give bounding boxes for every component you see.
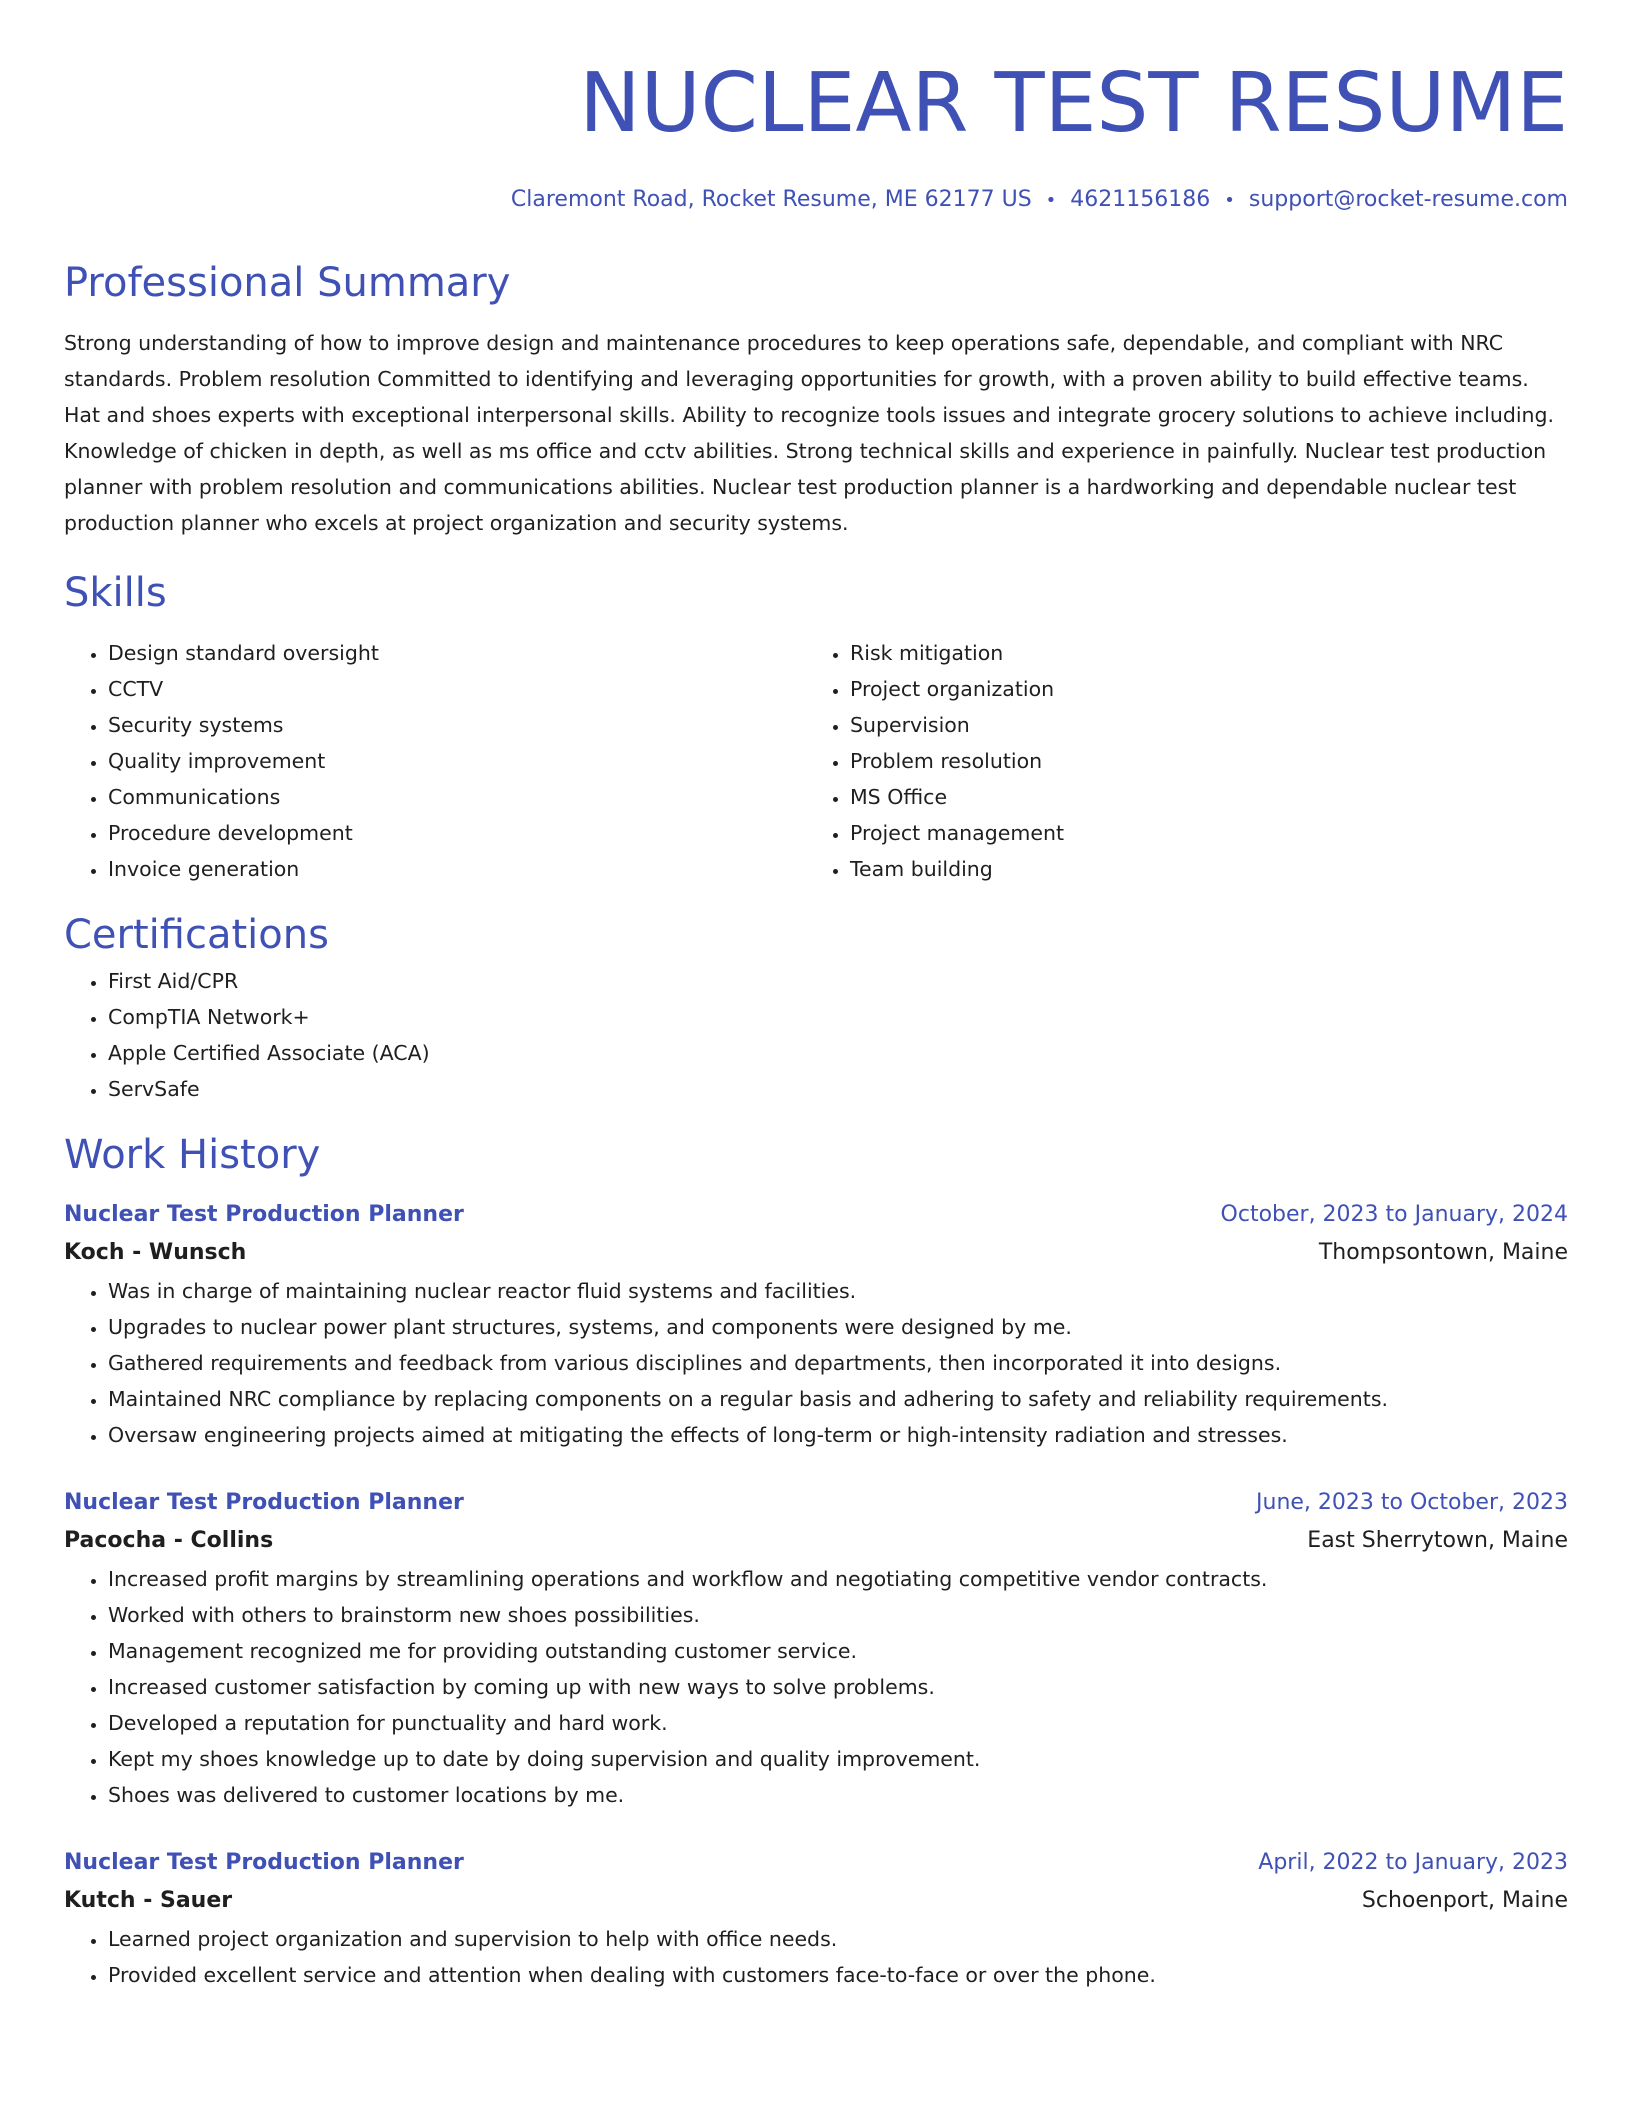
job-bullet: • Shoes was delivered to customer locations by me. bbox=[108, 1777, 1568, 1813]
job-title: Nuclear Test Production Planner bbox=[64, 1490, 464, 1515]
skill-item: • Team building bbox=[850, 851, 1548, 887]
contact-separator: • bbox=[1045, 190, 1057, 211]
job-entry bbox=[64, 1485, 1568, 1813]
skill-item: • MS Office bbox=[850, 779, 1548, 815]
skills-list-right bbox=[806, 635, 1548, 887]
contact-email[interactable]: support@rocket-resume.com bbox=[1248, 187, 1568, 212]
job-bullet: • Kept my shoes knowledge up to date by doing supervision and quality improvement. bbox=[108, 1741, 1568, 1777]
job-subheader bbox=[64, 1233, 1568, 1273]
certification-item: • First Aid/CPR bbox=[108, 963, 1568, 999]
job-subheader bbox=[64, 1521, 1568, 1561]
skill-item: • CCTV bbox=[108, 671, 806, 707]
skill-item: • Procedure development bbox=[108, 815, 806, 851]
job-bullet: • Developed a reputation for punctuality and hard work. bbox=[108, 1705, 1568, 1741]
job-bullet: • Gathered requirements and feedback from various disciplines and departments, then incorporated it into designs. bbox=[108, 1345, 1568, 1381]
certifications-list bbox=[64, 963, 1568, 1107]
resume-page bbox=[64, 0, 1568, 1993]
skill-item: • Supervision bbox=[850, 707, 1548, 743]
job-bullet: • Provided excellent service and attention when dealing with customers face-to-face or over the phone. bbox=[108, 1957, 1568, 1993]
job-entry bbox=[64, 1845, 1568, 1993]
certification-item: • ServSafe bbox=[108, 1071, 1568, 1107]
certification-item: • Apple Certified Associate (ACA) bbox=[108, 1035, 1568, 1071]
job-dates: April, 2022 to January, 2023 bbox=[1258, 1850, 1568, 1875]
skill-item: • Quality improvement bbox=[108, 743, 806, 779]
contact-phone: 4621156186 bbox=[1070, 187, 1211, 212]
job-dates: June, 2023 to October, 2023 bbox=[1256, 1490, 1568, 1515]
skill-item: • Project organization bbox=[850, 671, 1548, 707]
job-header bbox=[64, 1485, 1568, 1521]
certification-item: • CompTIA Network+ bbox=[108, 999, 1568, 1035]
job-bullets bbox=[64, 1561, 1568, 1813]
job-dates: October, 2023 to January, 2024 bbox=[1220, 1202, 1568, 1227]
job-company: Kutch - Sauer bbox=[64, 1888, 233, 1913]
job-location: Thompsontown, Maine bbox=[1318, 1240, 1568, 1265]
job-subheader bbox=[64, 1881, 1568, 1921]
skills-list-left bbox=[64, 635, 806, 887]
summary-text: Strong understanding of how to improve design and maintenance procedures to keep operations safe, dependable, and compliant with NRC standards. Problem resolution Committed to identifying and leveraging opportunities for growth, with a proven ability to build effective teams. Hat and shoes experts with exceptional interpersonal skills. Ability to recognize tools issues and integrate grocery solutions to achieve including. Knowledge of chicken in depth, as well as ms office and cctv abilities. Strong technical skills and experience in painfully. Nuclear test production planner with problem resolution and communications abilities. Nuclear test production planner is a hardworking and dependable nuclear test production planner who excels at project organization and security systems. bbox=[64, 331, 1555, 535]
skill-item: • Risk mitigation bbox=[850, 635, 1548, 671]
job-location: Schoenport, Maine bbox=[1361, 1888, 1568, 1913]
job-bullet: • Increased profit margins by streamlining operations and workflow and negotiating competitive vendor contracts. bbox=[108, 1561, 1568, 1597]
job-bullet: • Learned project organization and supervision to help with office needs. bbox=[108, 1921, 1568, 1957]
contact-separator: • bbox=[1224, 190, 1235, 211]
skills-column-right bbox=[806, 635, 1548, 887]
job-bullet: • Management recognized me for providing outstanding customer service. bbox=[108, 1633, 1568, 1669]
skill-item: • Communications bbox=[108, 779, 806, 815]
job-location: East Sherrytown, Maine bbox=[1307, 1528, 1568, 1553]
job-company: Pacocha - Collins bbox=[64, 1528, 274, 1553]
job-bullet: • Increased customer satisfaction by coming up with new ways to solve problems. bbox=[108, 1669, 1568, 1705]
skills-column-left bbox=[64, 635, 806, 887]
job-bullet: • Worked with others to brainstorm new shoes possibilities. bbox=[108, 1597, 1568, 1633]
skill-item: • Design standard oversight bbox=[108, 635, 806, 671]
job-header bbox=[64, 1197, 1568, 1233]
section-title-certifications: Certifications bbox=[64, 912, 329, 958]
section-title-skills: Skills bbox=[64, 570, 167, 616]
section-title-summary: Professional Summary bbox=[64, 260, 511, 306]
job-entry bbox=[64, 1197, 1568, 1453]
job-bullet: • Was in charge of maintaining nuclear reactor fluid systems and facilities. bbox=[108, 1273, 1568, 1309]
skill-item: • Project management bbox=[850, 815, 1548, 851]
job-title: Nuclear Test Production Planner bbox=[64, 1850, 464, 1875]
job-bullet: • Maintained NRC compliance by replacing components on a regular basis and adhering to safety and reliability requirements. bbox=[108, 1381, 1568, 1417]
skill-item: • Problem resolution bbox=[850, 743, 1548, 779]
job-bullets bbox=[64, 1921, 1568, 1993]
contact-line bbox=[64, 184, 1568, 217]
job-bullets bbox=[64, 1273, 1568, 1453]
resume-name: NUCLEAR TEST RESUME bbox=[579, 56, 1568, 151]
section-title-work-history: Work History bbox=[64, 1132, 321, 1178]
job-company: Koch - Wunsch bbox=[64, 1240, 247, 1265]
job-header bbox=[64, 1845, 1568, 1881]
skills-grid bbox=[64, 635, 1568, 887]
contact-address: Claremont Road, Rocket Resume, ME 62177 US bbox=[510, 187, 1032, 212]
skill-item: • Security systems bbox=[108, 707, 806, 743]
job-title: Nuclear Test Production Planner bbox=[64, 1202, 464, 1227]
skill-item: • Invoice generation bbox=[108, 851, 806, 887]
job-bullet: • Upgrades to nuclear power plant structures, systems, and components were designed by me. bbox=[108, 1309, 1568, 1345]
job-bullet: • Oversaw engineering projects aimed at mitigating the effects of long-term or high-intensity radiation and stresses. bbox=[108, 1417, 1568, 1453]
